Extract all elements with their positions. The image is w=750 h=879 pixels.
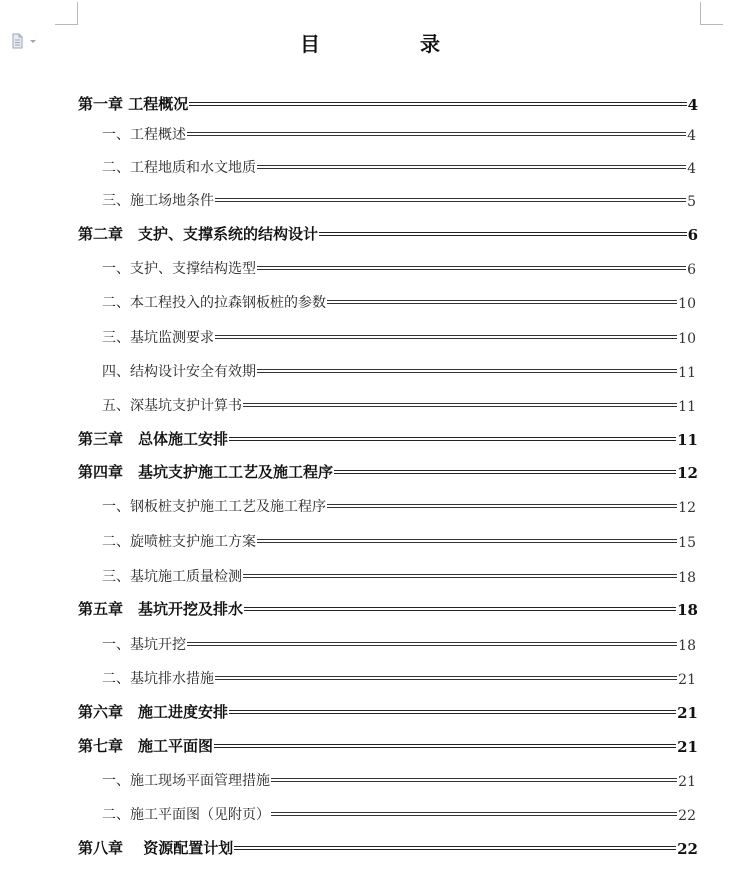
page-title: 目 录 xyxy=(300,32,480,56)
toc-entry-label: 一、工程概述 xyxy=(102,127,186,143)
toc-leader xyxy=(214,737,676,753)
toc-leader xyxy=(257,158,686,174)
toc-section-entry[interactable] xyxy=(0,122,696,144)
toc-entry-label: 四、结构设计安全有效期 xyxy=(102,364,256,380)
toc-section-entry[interactable] xyxy=(0,564,696,586)
toc-leader xyxy=(271,771,677,787)
toc-page-number: 10 xyxy=(678,296,696,312)
toc-entry-label: 第三章 总体施工安排 xyxy=(78,430,229,448)
toc-leader xyxy=(215,669,677,685)
toc-chapter-entry[interactable] xyxy=(0,427,698,449)
toc-page-number: 10 xyxy=(678,331,696,347)
toc-leader xyxy=(243,396,677,412)
toc-entry-label: 第六章 施工进度安排 xyxy=(78,703,229,721)
toc-page-number: 4 xyxy=(687,128,696,144)
toc-page-number: 6 xyxy=(687,262,696,278)
toc-leader xyxy=(229,703,676,719)
toc-page-number: 11 xyxy=(677,431,698,449)
toc-page-number: 4 xyxy=(687,161,696,177)
toc-leader xyxy=(319,225,687,241)
toc-leader xyxy=(271,805,677,821)
toc-chapter-entry[interactable] xyxy=(0,460,698,482)
toc-entry-label: 五、深基坑支护计算书 xyxy=(102,398,242,414)
toc-page-number: 18 xyxy=(678,570,696,586)
toc-leader xyxy=(234,839,676,855)
toc-section-entry[interactable] xyxy=(0,155,696,177)
toc-leader xyxy=(187,635,677,651)
toc-page-number: 21 xyxy=(677,704,698,722)
toc-entry-label: 第八章 资源配置计划 xyxy=(78,839,234,857)
toc-page-number: 21 xyxy=(678,774,696,790)
toc-chapter-entry[interactable] xyxy=(0,836,698,858)
toc-leader xyxy=(327,497,677,513)
toc-entry-label: 二、基坑排水措施 xyxy=(102,671,214,687)
toc-leader xyxy=(244,600,676,616)
toc-entry-label: 三、基坑监测要求 xyxy=(102,330,214,346)
toc-page-number: 15 xyxy=(678,535,696,551)
toc-chapter-entry[interactable] xyxy=(0,222,698,244)
toc-page-number: 5 xyxy=(687,194,696,210)
toc-leader xyxy=(215,191,686,207)
toc-leader xyxy=(257,532,677,548)
toc-entry-label: 第一章 工程概况 xyxy=(78,95,189,113)
toc-entry-label: 三、施工场地条件 xyxy=(102,193,214,209)
toc-leader xyxy=(215,328,677,344)
toc-section-entry[interactable] xyxy=(0,666,696,688)
toc-entry-label: 二、施工平面图（见附页） xyxy=(102,807,270,823)
toc-leader xyxy=(229,430,676,446)
toc-entry-label: 第二章 支护、支撑系统的结构设计 xyxy=(78,225,319,243)
crop-mark-top-right xyxy=(700,2,723,25)
toc-chapter-entry[interactable] xyxy=(0,700,698,722)
toc-page-number: 21 xyxy=(678,672,696,688)
toc-page-number: 18 xyxy=(677,601,698,619)
toc-page-number: 4 xyxy=(687,96,698,114)
toc-section-entry[interactable] xyxy=(0,256,696,278)
toc-section-entry[interactable] xyxy=(0,325,696,347)
toc-section-entry[interactable] xyxy=(0,359,696,381)
toc-entry-label: 一、基坑开挖 xyxy=(102,637,186,653)
toc-entry-label: 第七章 施工平面图 xyxy=(78,737,214,755)
toc-chapter-entry[interactable] xyxy=(0,597,698,619)
toc-section-entry[interactable] xyxy=(0,529,696,551)
toc-leader xyxy=(243,567,677,583)
toc-section-entry[interactable] xyxy=(0,393,696,415)
toc-entry-label: 二、本工程投入的拉森钢板桩的参数 xyxy=(102,295,326,311)
toc-page-number: 18 xyxy=(678,638,696,654)
toc-entry-label: 二、旋喷桩支护施工方案 xyxy=(102,534,256,550)
toc-chapter-entry[interactable] xyxy=(0,92,698,114)
toc-entry-label: 三、基坑施工质量检测 xyxy=(102,569,242,585)
toc-section-entry[interactable] xyxy=(0,188,696,210)
toc-leader xyxy=(334,463,676,479)
toc-leader xyxy=(189,95,686,111)
toc-page-number: 12 xyxy=(677,464,698,482)
toc-leader xyxy=(257,362,677,378)
toc-page-number: 11 xyxy=(678,399,696,415)
toc-section-entry[interactable] xyxy=(0,494,696,516)
toc-entry-label: 一、支护、支撑结构选型 xyxy=(102,261,256,277)
toc-chapter-entry[interactable] xyxy=(0,734,698,756)
crop-mark-top-left xyxy=(55,2,78,25)
toc-section-entry[interactable] xyxy=(0,802,696,824)
toc-page-number: 22 xyxy=(678,808,696,824)
toc-entry-label: 一、钢板桩支护施工工艺及施工程序 xyxy=(102,499,326,515)
toc-page-number: 6 xyxy=(687,226,698,244)
toc-page-number: 21 xyxy=(677,738,698,756)
toc-entry-label: 二、工程地质和水文地质 xyxy=(102,160,256,176)
toc-entry-label: 第五章 基坑开挖及排水 xyxy=(78,600,244,618)
toc-leader xyxy=(187,125,686,141)
toc-entry-label: 一、施工现场平面管理措施 xyxy=(102,773,270,789)
toc-section-entry[interactable] xyxy=(0,632,696,654)
toc-page-number: 11 xyxy=(678,365,696,381)
toc-section-entry[interactable] xyxy=(0,290,696,312)
toc-leader xyxy=(327,293,677,309)
toc-page-number: 22 xyxy=(677,840,698,858)
toc-section-entry[interactable] xyxy=(0,768,696,790)
toc-leader xyxy=(257,259,686,275)
toc-entry-label: 第四章 基坑支护施工工艺及施工程序 xyxy=(78,463,334,481)
toc-page-number: 12 xyxy=(678,500,696,516)
